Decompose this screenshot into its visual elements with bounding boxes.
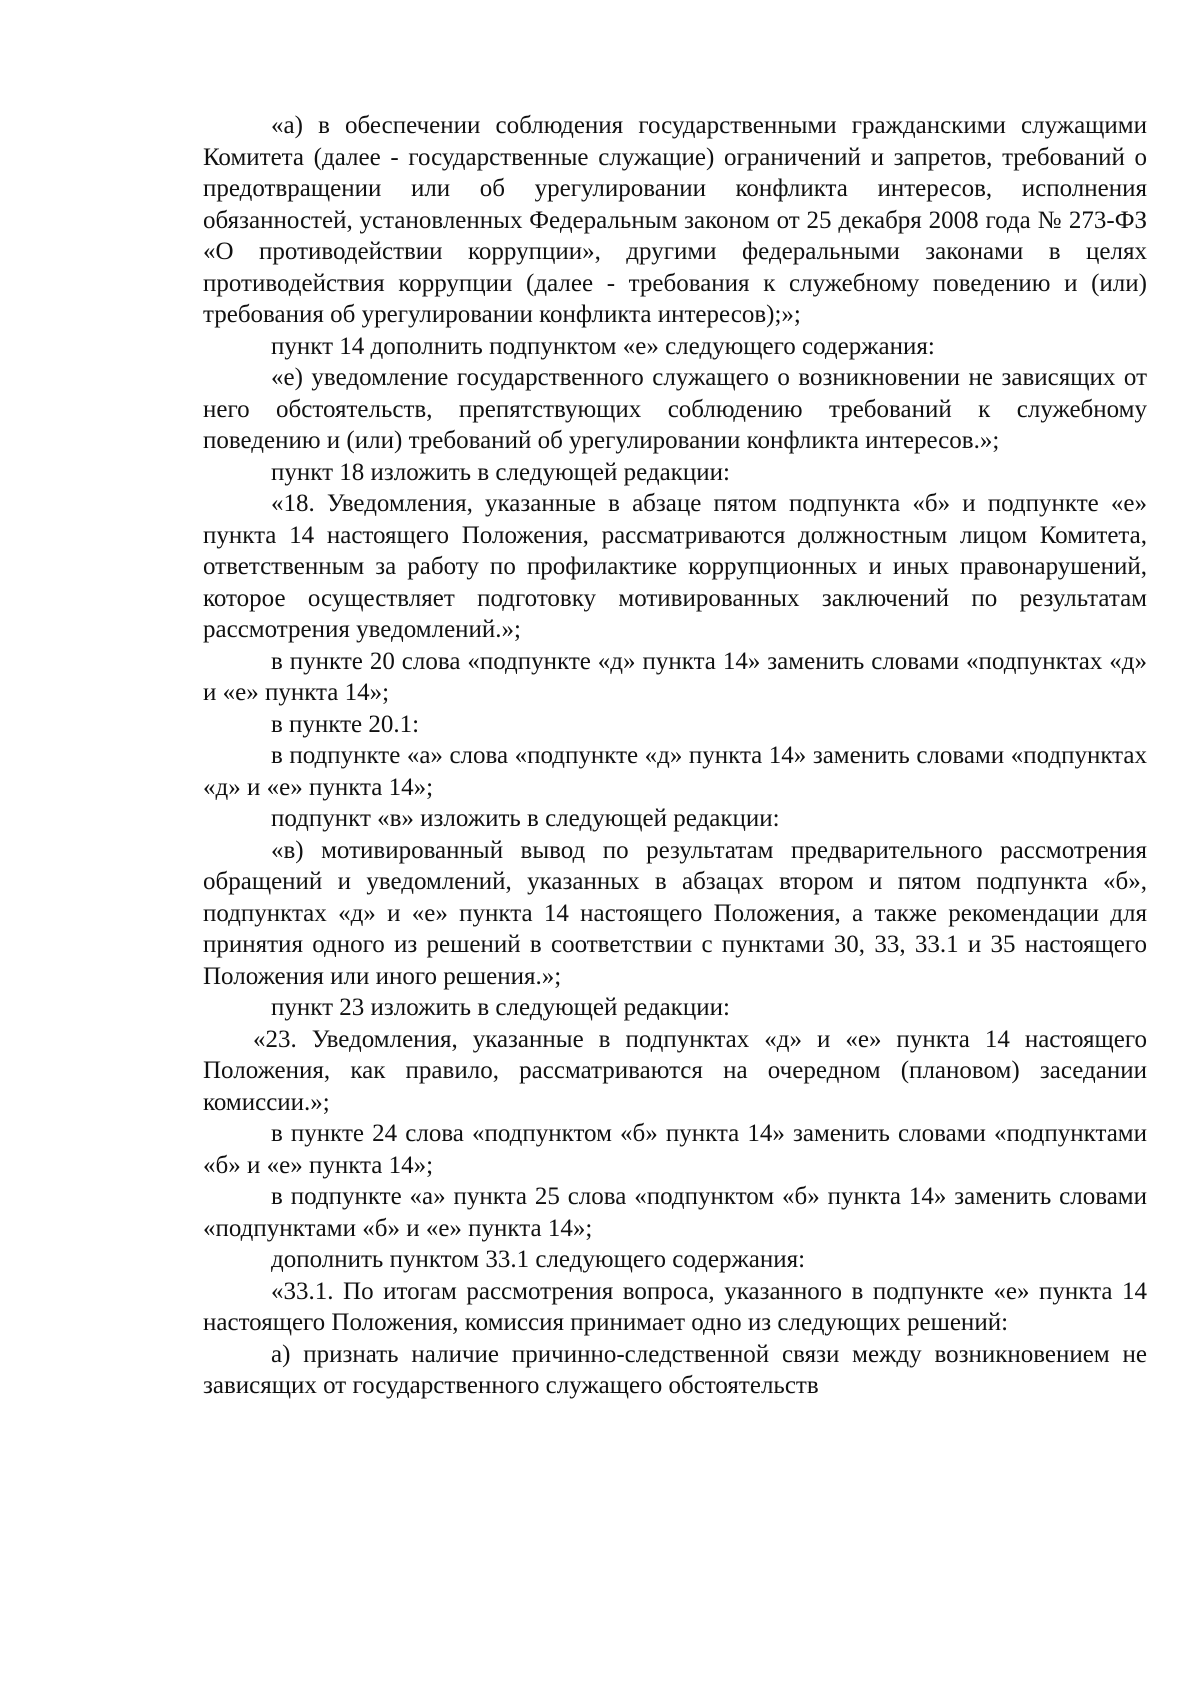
paragraph-point-20-1-subitem-a: в подпункте «а» слова «подпункте «д» пункта 14» заменить словами «подпунктах «д» и «е» пункта 14»; (203, 742, 1147, 801)
paragraph-point-33-1-text: «33.1. По итогам рассмотрения вопроса, указанного в подпункте «е» пункта 14 настоящего Положения, комиссия принимает одно из следующих решений: (203, 1277, 1147, 1336)
paragraph-subitem-v-text: «в) мотивированный вывод по результатам предварительного рассмотрения обращений и уведомлений, указанных в абзацах втором и пятом подпункта «б», подпунктах «д» и «е» пункта 14 настоящего Положения, а также рекомендации для принятия одного из решений в соответствии с пунктами 30, 33, 33.1 и 35 настоящего Положения или иного решения.»; (203, 836, 1147, 990)
paragraph-decision-a: а) признать наличие причинно-следственной связи между возникновением не зависящих от государственного служащего обстоятельств (203, 1340, 1147, 1399)
paragraph-point-18-text: «18. Уведомления, указанные в абзаце пятом подпункта «б» и подпункте «е» пункта 14 настоящего Положения, рассматриваются должностным лицом Комитета, ответственным за работу по профилактике коррупционных и иных правонарушений, которое осуществляет подготовку мотивированных заключений по результатам рассмотрения уведомлений.»; (203, 490, 1147, 643)
paragraph-point-24-amendment: в пункте 24 слова «подпунктом «б» пункта 14» заменить словами «подпунктами «б» и «е» пункта 14»; (203, 1120, 1147, 1179)
paragraph-subitem-v-amendment: подпункт «в» изложить в следующей редакции: (271, 805, 780, 832)
paragraph-point-20-1-heading: в пункте 20.1: (271, 710, 420, 738)
paragraph-point-18-amendment: пункт 18 изложить в следующей редакции: (271, 458, 730, 486)
document-body (203, 110, 1147, 1402)
paragraph-point-23-amendment: пункт 23 изложить в следующей редакции: (271, 994, 730, 1021)
paragraph-point-23-text: «23. Уведомления, указанные в подпунктах «д» и «е» пункта 14 настоящего Положения, как правило, рассматриваются на очередном (плановом) заседании комиссии.»; (203, 1025, 1147, 1116)
paragraph-point-14-amendment: пункт 14 дополнить подпунктом «е» следующего содержания: (271, 332, 935, 360)
paragraph-subitem-a-definition: «а) в обеспечении соблюдения государственными гражданскими служащими Комитета (далее - государственные служащие) ограничений и запретов, требований о предотвращении или об урегулировании конфликта интересов, исполнения обязанностей, установленных Федеральным законом от 25 декабря 2008 года № 273-ФЗ «О противодействии коррупции», другими федеральными законами в целях противодействия коррупции (далее - требования к служебному поведению и (или) требования об урегулировании конфликта интересов);»; (203, 112, 1147, 328)
paragraph-point-25-amendment: в подпункте «а» пункта 25 слова «подпунктом «б» пункта 14» заменить словами «подпунктами «б» и «е» пункта 14»; (203, 1183, 1147, 1242)
paragraph-point-33-1-amendment: дополнить пунктом 33.1 следующего содержания: (271, 1246, 806, 1273)
paragraph-subitem-e-text: «е) уведомление государственного служащего о возникновении не зависящих от него обстоятельств, препятствующих соблюдению требований к служебному поведению и (или) требований об урегулировании конфликта интересов.»; (203, 364, 1147, 454)
paragraph-point-20-amendment: в пункте 20 слова «подпункте «д» пункта 14» заменить словами «подпунктах «д» и «е» пункта 14»; (203, 647, 1147, 706)
